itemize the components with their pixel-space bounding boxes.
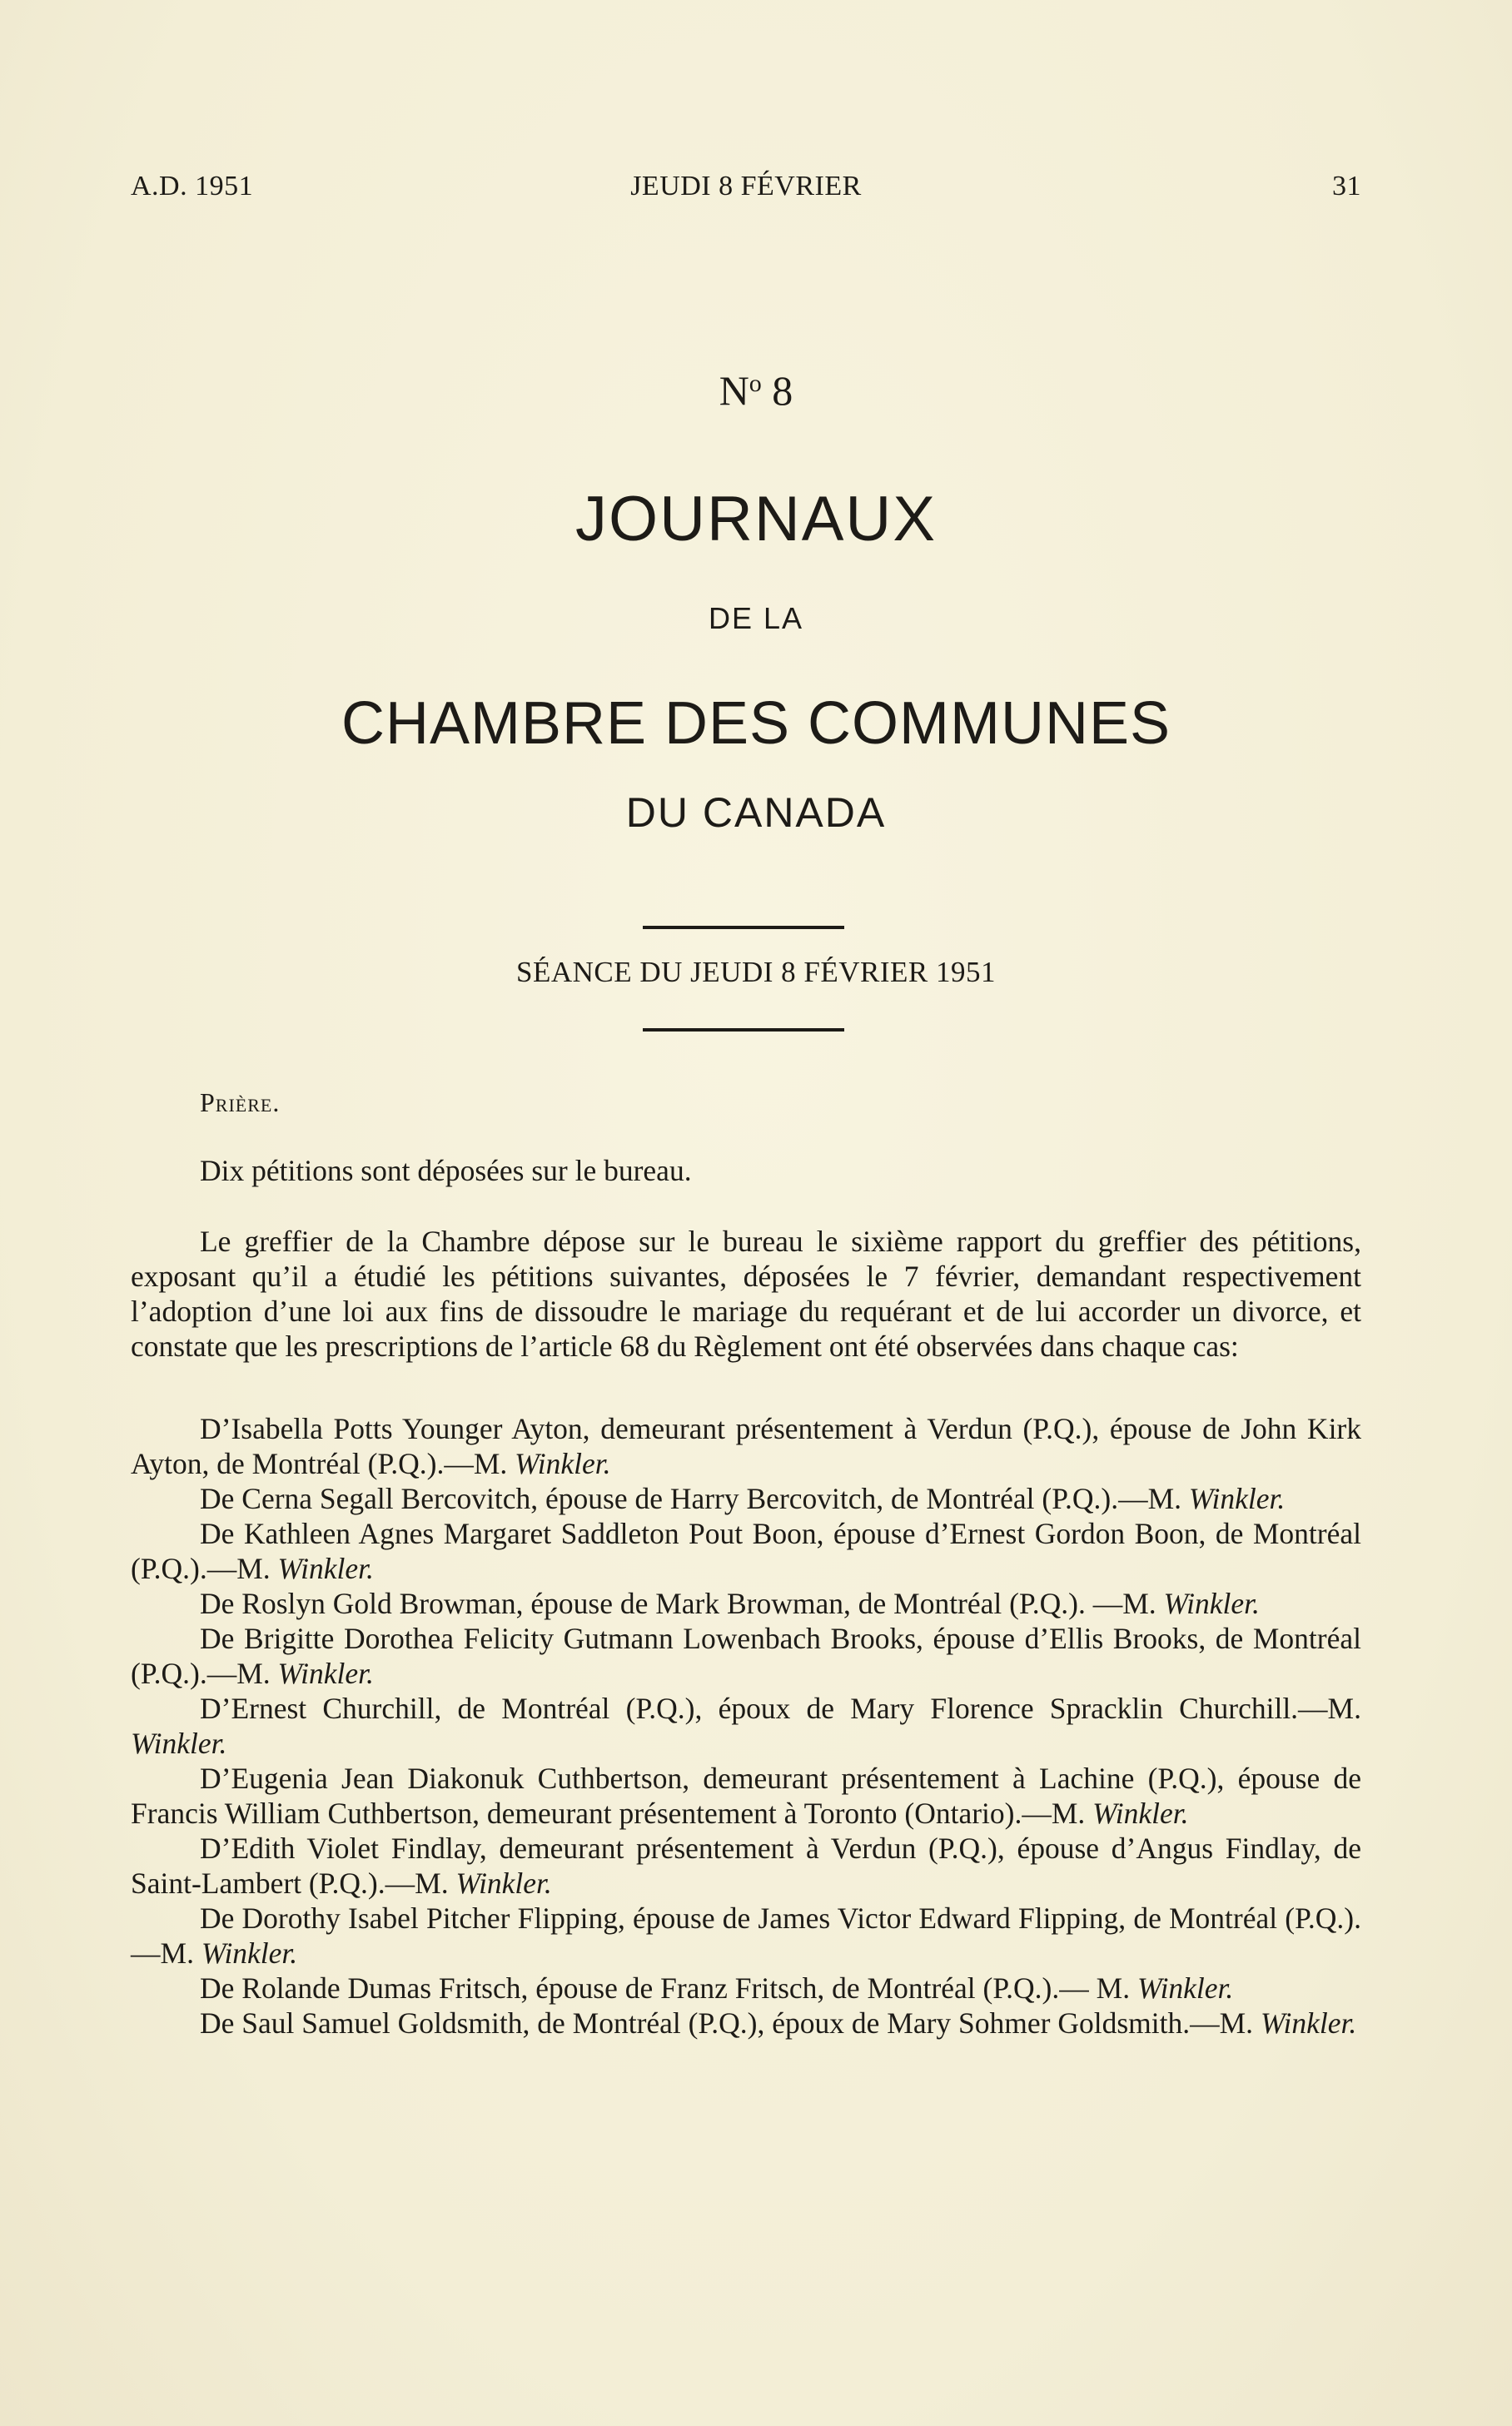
divider-rule-bottom: [643, 1028, 844, 1032]
sitting-heading: SÉANCE DU JEUDI 8 FÉVRIER 1951: [516, 956, 996, 988]
paragraph-text: Dix pétitions sont déposées sur le bureau.: [200, 1154, 692, 1187]
petition-text: D’Eugenia Jean Diakonuk Cuthbertson, demeurant présentement à Lachine (P.Q.), épouse de Francis William Cuthbertson, demeurant présentement à Toronto (Ontario).—M.: [131, 1762, 1361, 1830]
sponsor-name: Winkler.: [277, 1552, 374, 1585]
petition-entry: [131, 1761, 1361, 1831]
petition-entry: [131, 1516, 1361, 1586]
title-journaux: JOURNAUX: [574, 484, 938, 554]
title-de-la: DE LA: [708, 601, 804, 635]
sponsor-name: Winkler.: [455, 1867, 552, 1900]
sponsor-name: Winkler.: [1188, 1482, 1286, 1515]
petition-entry: [131, 1586, 1361, 1621]
petition-entry: [131, 1411, 1361, 1481]
header-year: A.D. 1951: [131, 171, 254, 201]
petition-entry: [131, 1831, 1361, 1901]
title-chambre-des-communes: CHAMBRE DES COMMUNES: [341, 690, 1171, 757]
number-prefix: N: [719, 367, 749, 414]
petition-text: De Brigitte Dorothea Felicity Gutmann Lowenbach Brooks, épouse d’Ellis Brooks, de Montréal (P.Q.).—M.: [131, 1622, 1361, 1690]
sponsor-name: Winkler.: [1163, 1587, 1260, 1620]
sponsor-name: Winkler.: [1092, 1797, 1189, 1830]
sponsor-name: Winkler.: [201, 1936, 298, 1970]
petition-text: De Kathleen Agnes Margaret Saddleton Pout Boon, épouse d’Ernest Gordon Boon, de Montréal (P.Q.).—M.: [131, 1517, 1361, 1585]
petition-text: De Roslyn Gold Browman, épouse de Mark Browman, de Montréal (P.Q.). —M.: [200, 1587, 1164, 1620]
petition-text: De Cerna Segall Bercovitch, épouse de Harry Bercovitch, de Montréal (P.Q.).—M.: [200, 1482, 1189, 1515]
petition-entry: [131, 1481, 1361, 1516]
running-header: [131, 171, 1361, 209]
report-paragraph: [131, 1224, 1361, 1364]
sponsor-name: Winkler.: [1260, 2006, 1357, 2040]
petition-list: [131, 1411, 1361, 2041]
petition-text: D’Isabella Potts Younger Ayton, demeurant présentement à Verdun (P.Q.), épouse de John Kirk Ayton, de Montréal (P.Q.).—M.: [131, 1412, 1361, 1480]
journal-number: [0, 366, 1512, 415]
petition-text: De Rolande Dumas Fritsch, épouse de Franz Fritsch, de Montréal (P.Q.).— M.: [200, 1971, 1137, 2005]
header-date: JEUDI 8 FÉVRIER: [630, 171, 862, 201]
sponsor-name: Winkler.: [1136, 1971, 1234, 2005]
section-heading-priere: Prière.: [200, 1087, 281, 1117]
sponsor-name: Winkler.: [515, 1447, 611, 1480]
petition-entry: [131, 2006, 1361, 2041]
number-superscript: o: [749, 370, 762, 397]
petition-text: D’Ernest Churchill, de Montréal (P.Q.), époux de Mary Florence Spracklin Churchill.—M.: [200, 1692, 1361, 1725]
petitions-paragraph: [131, 1153, 1361, 1188]
page-number: 31: [1332, 171, 1361, 201]
paragraph-text: Le greffier de la Chambre dépose sur le bureau le sixième rapport du greffier des pétitions, exposant qu’il a étudié les pétitions suivantes, déposées le 7 février, demandant respectivement l’adoption d’une loi aux fins de dissoudre le mariage du requérant et de lui accorder un divorce, et constate que les prescriptions de l’article 68 du Règlement ont été observées dans chaque cas:: [131, 1225, 1361, 1363]
petition-entry: [131, 1691, 1361, 1761]
petition-text: D’Edith Violet Findlay, demeurant présentement à Verdun (P.Q.), épouse d’Angus Findlay, de Saint-Lambert (P.Q.).—M.: [131, 1832, 1361, 1900]
title-du-canada: DU CANADA: [625, 789, 887, 836]
petition-text: De Saul Samuel Goldsmith, de Montréal (P.Q.), époux de Mary Sohmer Goldsmith.—M.: [200, 2006, 1261, 2040]
petition-text: De Dorothy Isabel Pitcher Flipping, épouse de James Victor Edward Flipping, de Montréal (P.Q.).—M.: [131, 1902, 1361, 1970]
sponsor-name: Winkler.: [277, 1657, 374, 1690]
petition-entry: [131, 1971, 1361, 2006]
petition-entry: [131, 1621, 1361, 1691]
number-value: 8: [761, 367, 793, 414]
petition-entry: [131, 1901, 1361, 1971]
sponsor-name: Winkler.: [131, 1727, 227, 1760]
divider-rule-top: [643, 926, 844, 929]
